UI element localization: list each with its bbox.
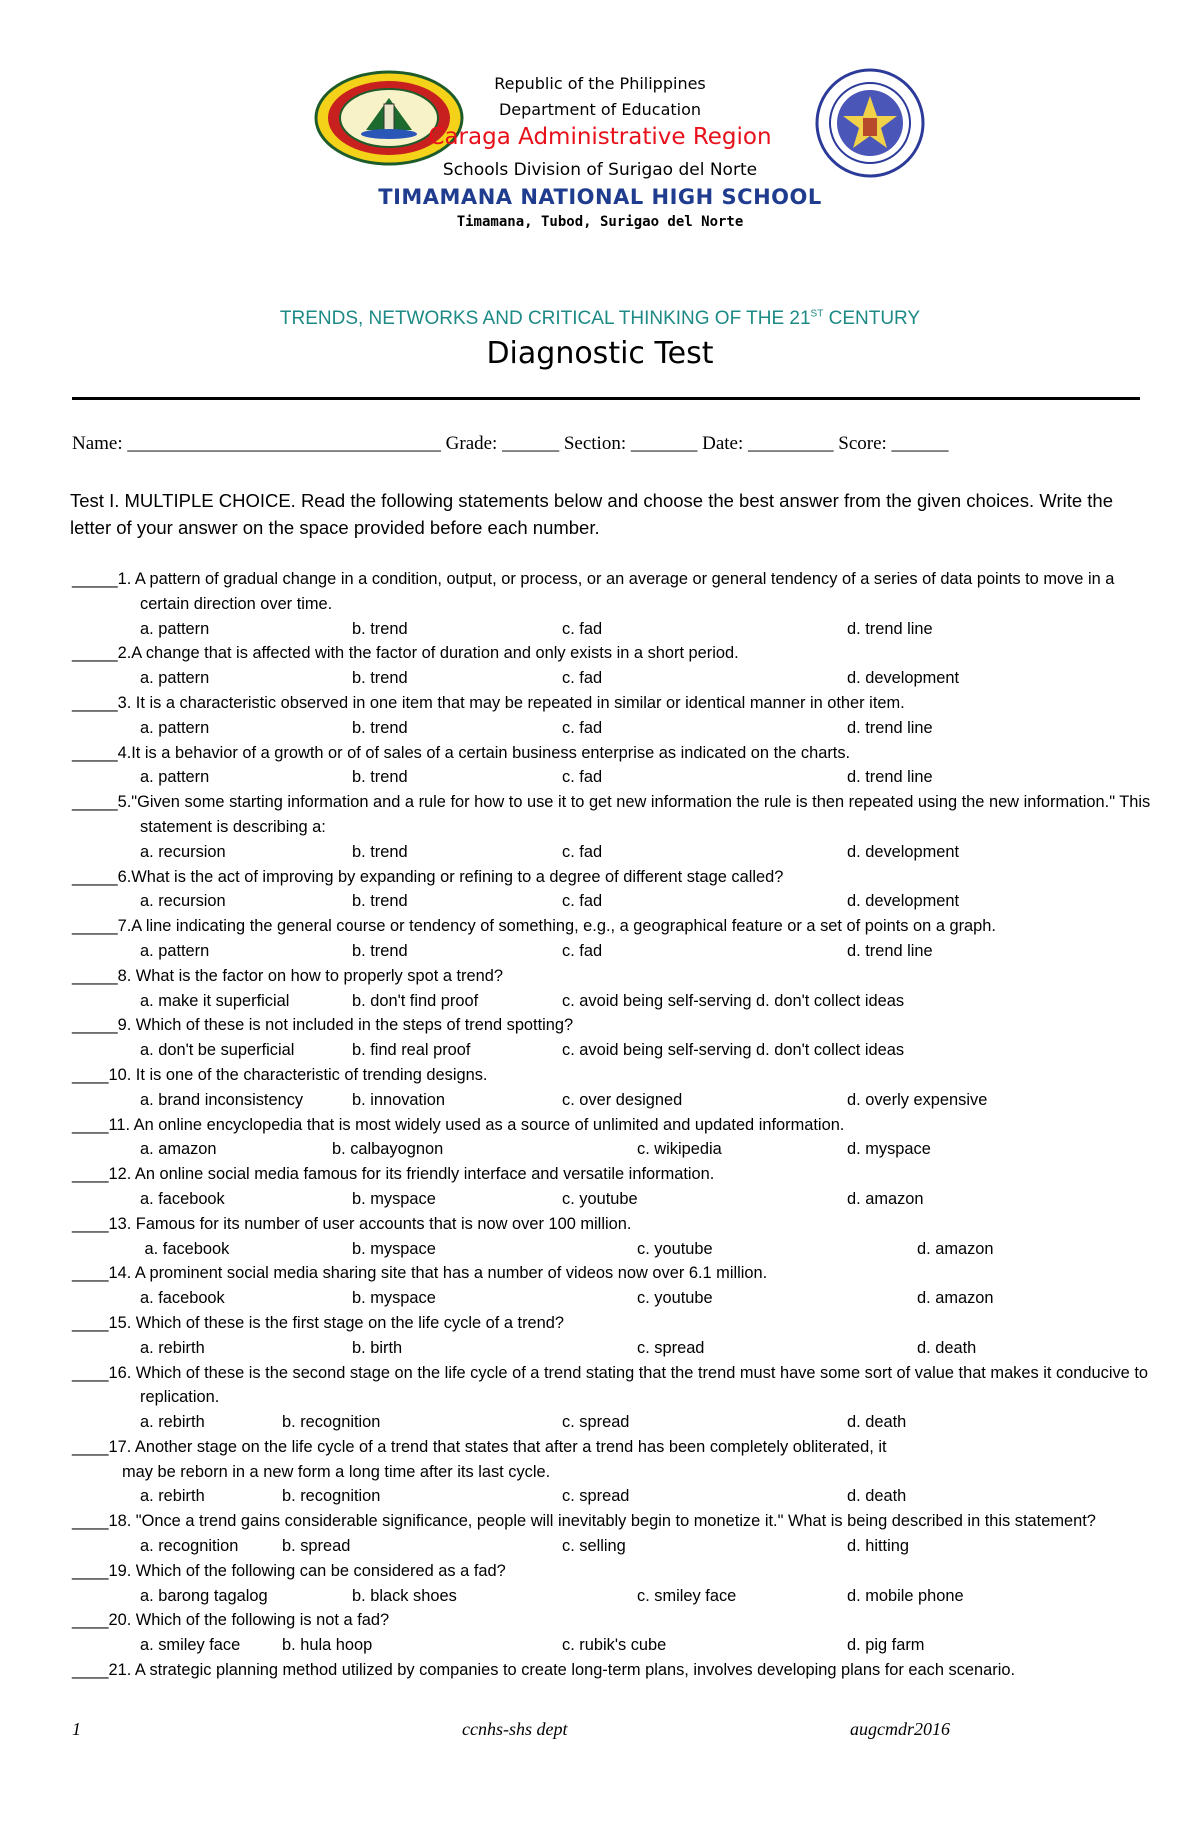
footer-author: augcmdr2016	[850, 1719, 950, 1739]
question-stem: ____21. A strategic planning method utilized by companies to create long-term plans, involves developing plans for each scenario.	[72, 1661, 1016, 1680]
answer-choice: b. don't find proof	[352, 991, 479, 1010]
answer-choice: a. pattern	[140, 941, 210, 960]
answer-choice: d. death	[847, 1413, 907, 1432]
choice-row	[72, 840, 1152, 865]
answer-choice: c. youtube	[637, 1239, 713, 1258]
choice-row	[72, 1534, 1152, 1559]
answer-choice: a. rebirth	[140, 1338, 205, 1357]
answer-choice: c. fad	[562, 619, 603, 638]
answer-choice: c. spread	[562, 1487, 630, 1506]
answer-choice: a. rebirth	[140, 1413, 205, 1432]
answer-choice: b. black shoes	[352, 1586, 457, 1605]
answer-choice: b. trend	[352, 941, 408, 960]
answer-choice: d. development	[847, 892, 960, 911]
answer-choice: d. death	[847, 1487, 907, 1506]
question-stem: ____18. "Once a trend gains considerable significance, people will inevitably begin to monetize it." What is being described in this statement?	[72, 1512, 1096, 1531]
answer-choice: c. fad	[562, 718, 603, 737]
answer-choice: c. wikipedia	[637, 1140, 722, 1159]
answer-choice: a. recognition	[140, 1537, 239, 1556]
question-stem: _____8. What is the factor on how to properly spot a trend?	[72, 966, 503, 985]
answer-choice: c. fad	[562, 768, 603, 787]
choice-row	[72, 1137, 1152, 1162]
choice-row	[72, 989, 1152, 1014]
choice-row	[72, 716, 1152, 741]
answer-choice: d. trend line	[847, 768, 933, 787]
choice-row	[72, 1286, 1152, 1311]
question-stem: _____4.It is a behavior of a growth or of of sales of a certain business enterprise as indicated on the charts.	[72, 743, 851, 762]
question-stem: ____19. Which of the following can be considered as a fad?	[72, 1561, 506, 1580]
answer-choice: d. development	[847, 842, 960, 861]
choice-row	[72, 1187, 1152, 1212]
choice-row	[72, 617, 1152, 642]
subject-title-main: TRENDS, NETWORKS AND CRITICAL THINKING OF THE 21	[279, 308, 811, 329]
choice-row	[72, 1410, 1152, 1435]
question-stem: _____3. It is a characteristic observed in one item that may be repeated in similar or identical manner in other item.	[72, 693, 905, 712]
choice-row	[72, 1237, 1152, 1262]
question-stem: ____16. Which of these is the second stage on the life cycle of a trend stating that the trend must have some sort of value that makes it conducive to replication.	[72, 1363, 1149, 1407]
answer-choice: a. brand inconsistency	[140, 1090, 304, 1109]
answer-choice: d. myspace	[847, 1140, 931, 1159]
question-stem: _____7.A line indicating the general course or tendency of something, e.g., a geographical feature or a set of points on a graph.	[72, 917, 996, 936]
answer-choice: a. recursion	[140, 892, 226, 911]
question-list	[72, 567, 1152, 1683]
answer-choice: d. hitting	[847, 1537, 909, 1556]
choice-row	[72, 1484, 1152, 1509]
division-line: Schools Division of Surigao del Norte	[442, 160, 758, 180]
choice-row	[72, 1088, 1152, 1113]
answer-choice: b. trend	[352, 892, 408, 911]
answer-choice: a. don't be superficial	[140, 1041, 295, 1060]
question-stem: _____2.A change that is affected with the factor of duration and only exists in a short period.	[72, 644, 739, 663]
answer-choice: d. trend line	[847, 718, 933, 737]
choice-row	[72, 666, 1152, 691]
choice-row	[72, 765, 1152, 790]
choice-row	[72, 1038, 1152, 1063]
question-stem: ____10. It is one of the characteristic of trending designs.	[72, 1065, 488, 1084]
subject-title	[0, 308, 1200, 330]
answer-choice: b. myspace	[352, 1239, 436, 1258]
answer-choice: a. pattern	[140, 718, 210, 737]
answer-choice: b. hula hoop	[282, 1636, 373, 1655]
answer-choice: c. over designed	[562, 1090, 683, 1109]
answer-choice: b. find real proof	[352, 1041, 471, 1060]
answer-choice: c. fad	[562, 941, 603, 960]
department-line: Department of Education	[498, 100, 702, 119]
page-number: 1	[72, 1719, 81, 1739]
choice-row	[72, 1336, 1152, 1361]
answer-choice: d. amazon	[917, 1239, 994, 1258]
answer-choice: b. trend	[352, 842, 408, 861]
choice-row	[72, 939, 1152, 964]
subject-title-superscript: ST	[810, 308, 824, 320]
answer-choice: c. smiley face	[637, 1586, 737, 1605]
answer-choice: c. spread	[637, 1338, 705, 1357]
answer-choice: c. avoid being self-serving d. don't collect ideas	[562, 991, 905, 1010]
answer-choice: d. development	[847, 669, 960, 688]
answer-choice: a. barong tagalog	[140, 1586, 268, 1605]
answer-choice: d. trend line	[847, 619, 933, 638]
choice-row	[72, 1633, 1152, 1658]
answer-choice: b. innovation	[352, 1090, 445, 1109]
answer-choice: d. trend line	[847, 941, 933, 960]
answer-choice: a. pattern	[140, 619, 210, 638]
answer-choice: d. amazon	[917, 1289, 994, 1308]
question-stem: ____11. An online encyclopedia that is most widely used as a source of unlimited and updated information.	[72, 1115, 845, 1134]
school-address: Timamana, Tubod, Surigao del Norte	[456, 214, 744, 230]
question-stem: ____17. Another stage on the life cycle of a trend that states that after a trend has been completely obliterated, it	[72, 1437, 887, 1456]
answer-choice: a. make it superficial	[140, 991, 290, 1010]
answer-choice: a. facebook	[140, 1189, 225, 1208]
subject-title-suffix: CENTURY	[823, 308, 921, 329]
answer-choice: b. birth	[352, 1338, 403, 1357]
question-stem: _____5."Given some starting information and a rule for how to use it to get new information the rule is then repeated using the new information." This statement is describing a:	[72, 793, 1151, 836]
question-stem: _____6.What is the act of improving by expanding or refining to a degree of different stage called?	[72, 867, 784, 886]
answer-choice: a. pattern	[140, 768, 210, 787]
answer-choice: d. death	[917, 1338, 977, 1357]
test-instructions: Test I. MULTIPLE CHOICE. Read the following statements below and choose the best answer from the given choices. Write the letter of your answer on the space provided before each number.	[70, 490, 1114, 538]
answer-choice: b. myspace	[352, 1289, 436, 1308]
answer-choice: b. spread	[282, 1537, 351, 1556]
question-stem: ____13. Famous for its number of user accounts that is now over 100 million.	[72, 1214, 632, 1233]
page-footer	[0, 1719, 1200, 1749]
answer-choice: c. selling	[562, 1537, 626, 1556]
answer-choice: c. youtube	[562, 1189, 638, 1208]
answer-choice: b. trend	[352, 718, 408, 737]
answer-choice: a. pattern	[140, 669, 210, 688]
document-title: Diagnostic Test	[486, 336, 714, 371]
answer-choice: b. recognition	[282, 1487, 381, 1506]
answer-choice: d. overly expensive	[847, 1090, 988, 1109]
answer-choice: a. facebook	[140, 1239, 230, 1258]
answer-choice: b. trend	[352, 669, 408, 688]
title-divider	[72, 397, 1140, 400]
question-stem: ____15. Which of these is the first stage on the life cycle of a trend?	[72, 1313, 564, 1332]
answer-choice: b. myspace	[352, 1189, 436, 1208]
choice-row	[72, 889, 1152, 914]
answer-choice: b. trend	[352, 619, 408, 638]
choice-row	[72, 1584, 1152, 1609]
answer-choice: c. rubik's cube	[562, 1636, 667, 1655]
answer-choice: d. pig farm	[847, 1636, 925, 1655]
answer-choice: b. recognition	[282, 1413, 381, 1432]
answer-choice: c. fad	[562, 892, 603, 911]
answer-choice: a. rebirth	[140, 1487, 205, 1506]
answer-choice: c. spread	[562, 1413, 630, 1432]
answer-choice: d. amazon	[847, 1189, 924, 1208]
republic-line: Republic of the Philippines	[494, 74, 706, 93]
answer-choice: b. calbayognon	[332, 1140, 444, 1159]
footer-department: ccnhs-shs dept	[462, 1719, 568, 1739]
answer-choice: a. recursion	[140, 842, 226, 861]
answer-choice: c. fad	[562, 669, 603, 688]
region-line: Caraga Administrative Region	[428, 124, 772, 150]
question-stem: _____9. Which of these is not included in the steps of trend spotting?	[72, 1016, 574, 1035]
answer-choice: a. amazon	[140, 1140, 217, 1159]
question-stem: ____20. Which of the following is not a fad?	[72, 1611, 390, 1630]
question-stem: ____14. A prominent social media sharing site that has a number of videos now over 6.1 million.	[72, 1264, 768, 1283]
answer-choice: a. facebook	[140, 1289, 225, 1308]
student-info-line: Name: _________________________________ Grade: ______ Section: _______ Date: _________ Score: ______	[72, 433, 949, 454]
answer-choice: d. mobile phone	[847, 1586, 964, 1605]
school-name: TIMAMANA NATIONAL HIGH SCHOOL	[378, 185, 822, 209]
question-stem: ____12. An online social media famous for its friendly interface and versatile information.	[72, 1165, 715, 1184]
answer-choice: c. fad	[562, 842, 603, 861]
answer-choice: b. trend	[352, 768, 408, 787]
answer-choice: a. smiley face	[140, 1636, 241, 1655]
question-stem-continued: may be reborn in a new form a long time after its last cycle.	[122, 1462, 551, 1481]
question-stem: _____1. A pattern of gradual change in a condition, output, or process, or an average or general tendency of a series of data points to move in a certain direction over time.	[72, 570, 1115, 613]
answer-choice: c. avoid being self-serving d. don't collect ideas	[562, 1041, 905, 1060]
answer-choice: c. youtube	[637, 1289, 713, 1308]
